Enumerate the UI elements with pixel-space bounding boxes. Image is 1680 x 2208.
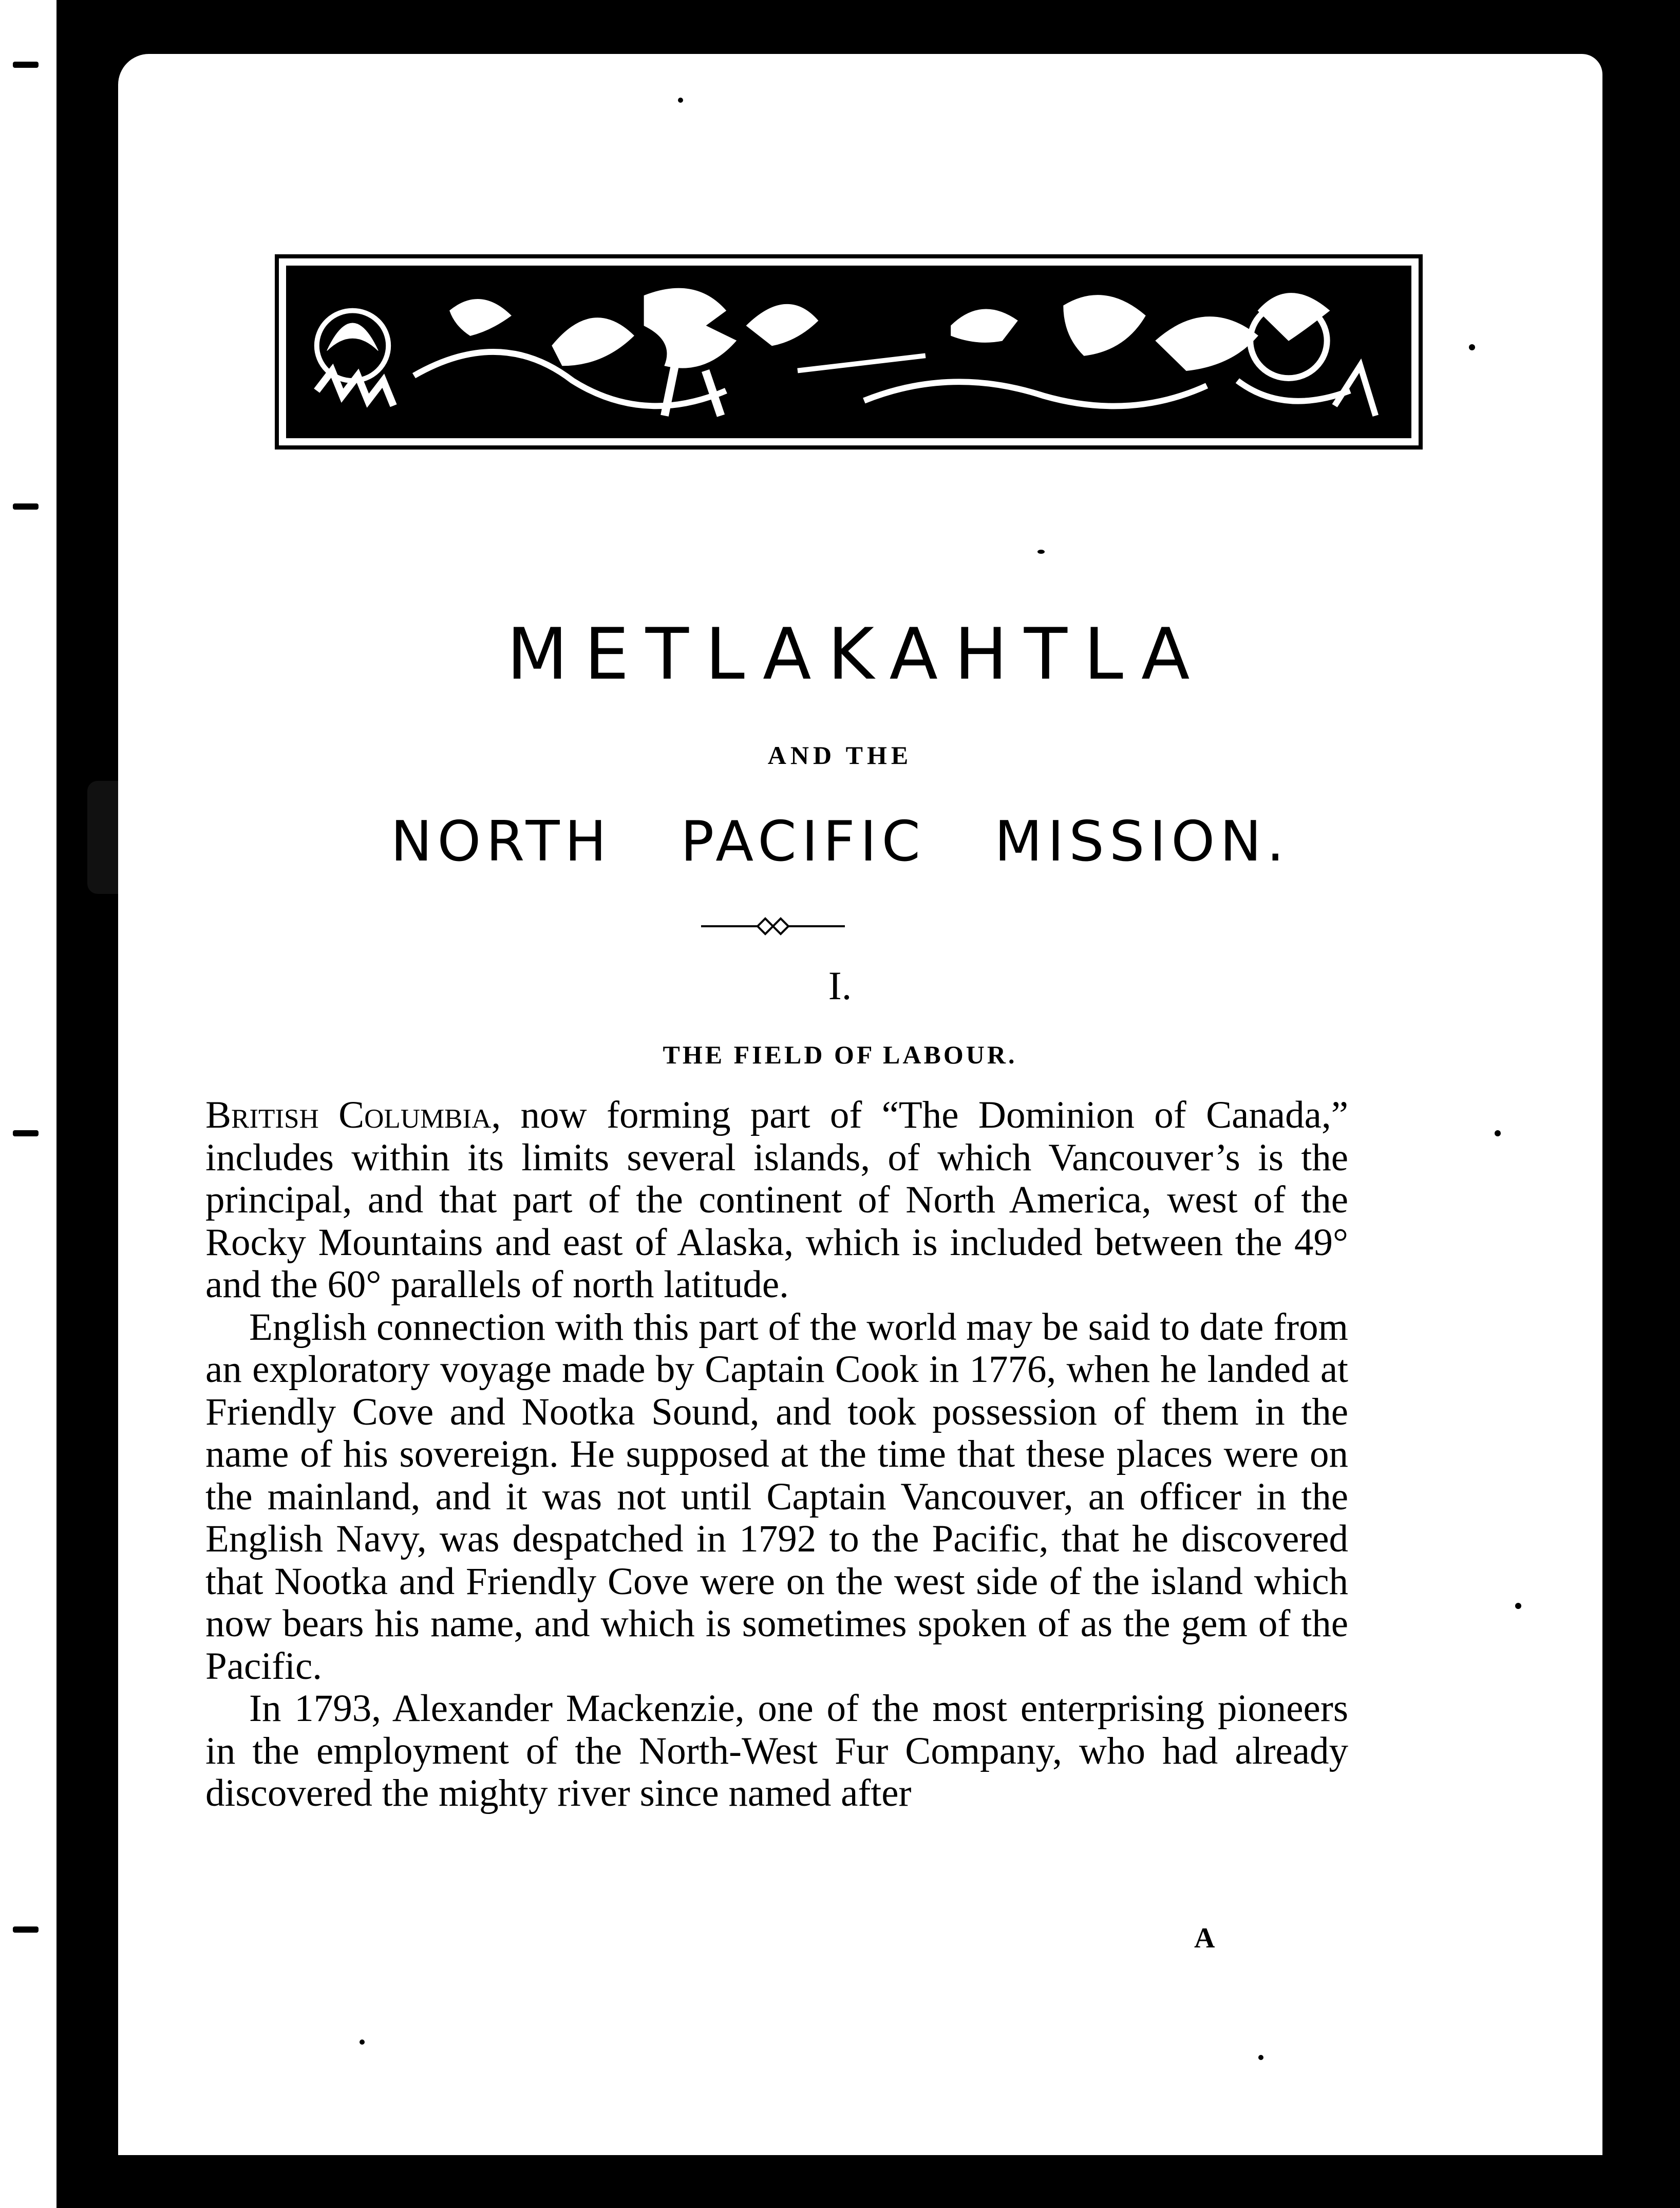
paragraph-text: now forming part of “The Dominion of Canada,” includes within its limits several islands, of which Vancouver’s is the principal, and that part of the continent of North America, west of the Rocky Mountains and east of Alaska, which is included between the 49° and the 60° parallels of north latitude. <box>205 1094 1348 1306</box>
paragraph: English connection with this part of the world may be said to date from an exploratory voyage made by Captain Cook in 1776, when he landed at Friendly Cove and Nootka Sound, and took possession of them in the name of his sovereign. He supposed at the time that these places were on the mainland, and it was not until Captain Vancouver, an officer in the English Navy, was despatched in 1792 to the Pacific, that he discovered that Nootka and Friendly Cove were on the west side of the island which now bears his name, and which is sometimes spoken of as the gem of the Pacific. <box>205 1305 1348 1688</box>
paragraph-lead: British Columbia, <box>205 1094 501 1136</box>
scan-speck <box>1515 1603 1521 1609</box>
right-edge-shadow <box>1603 0 1680 2208</box>
scan-mark <box>13 1926 39 1933</box>
page-title: METLAKAHTLA <box>506 613 1206 696</box>
ornamental-rule <box>701 913 845 939</box>
scan-mark <box>13 503 39 510</box>
scan-speck <box>678 98 683 103</box>
scan-speck <box>360 2039 365 2045</box>
scan-speck <box>1495 1130 1501 1136</box>
scan-mark <box>13 62 39 68</box>
scan-speck <box>1037 550 1045 554</box>
scan-mark <box>13 1130 39 1136</box>
left-margin-strip <box>0 0 56 2208</box>
binding-shadow <box>56 82 118 2208</box>
paragraph <box>205 1094 1348 1306</box>
chapter-title: THE FIELD OF LABOUR. <box>663 1040 1017 1069</box>
body-text <box>205 1094 1348 1815</box>
page-subtitle: NORTH PACIFIC MISSION. <box>390 810 1290 874</box>
title-connector: AND THE <box>767 741 913 770</box>
scan-speck <box>1469 344 1475 350</box>
chapter-number: I. <box>828 963 852 1008</box>
engraved-banner-illustration <box>286 266 1411 438</box>
decorative-headpiece <box>275 254 1423 450</box>
paragraph: In 1793, Alexander Mackenzie, one of the most enterprising pioneers in the employment of the North-West Fur Company, who had already discovered the mighty river since named after <box>205 1687 1348 1814</box>
signature-mark: A <box>1194 1922 1215 1954</box>
scan-speck <box>1258 2055 1263 2060</box>
